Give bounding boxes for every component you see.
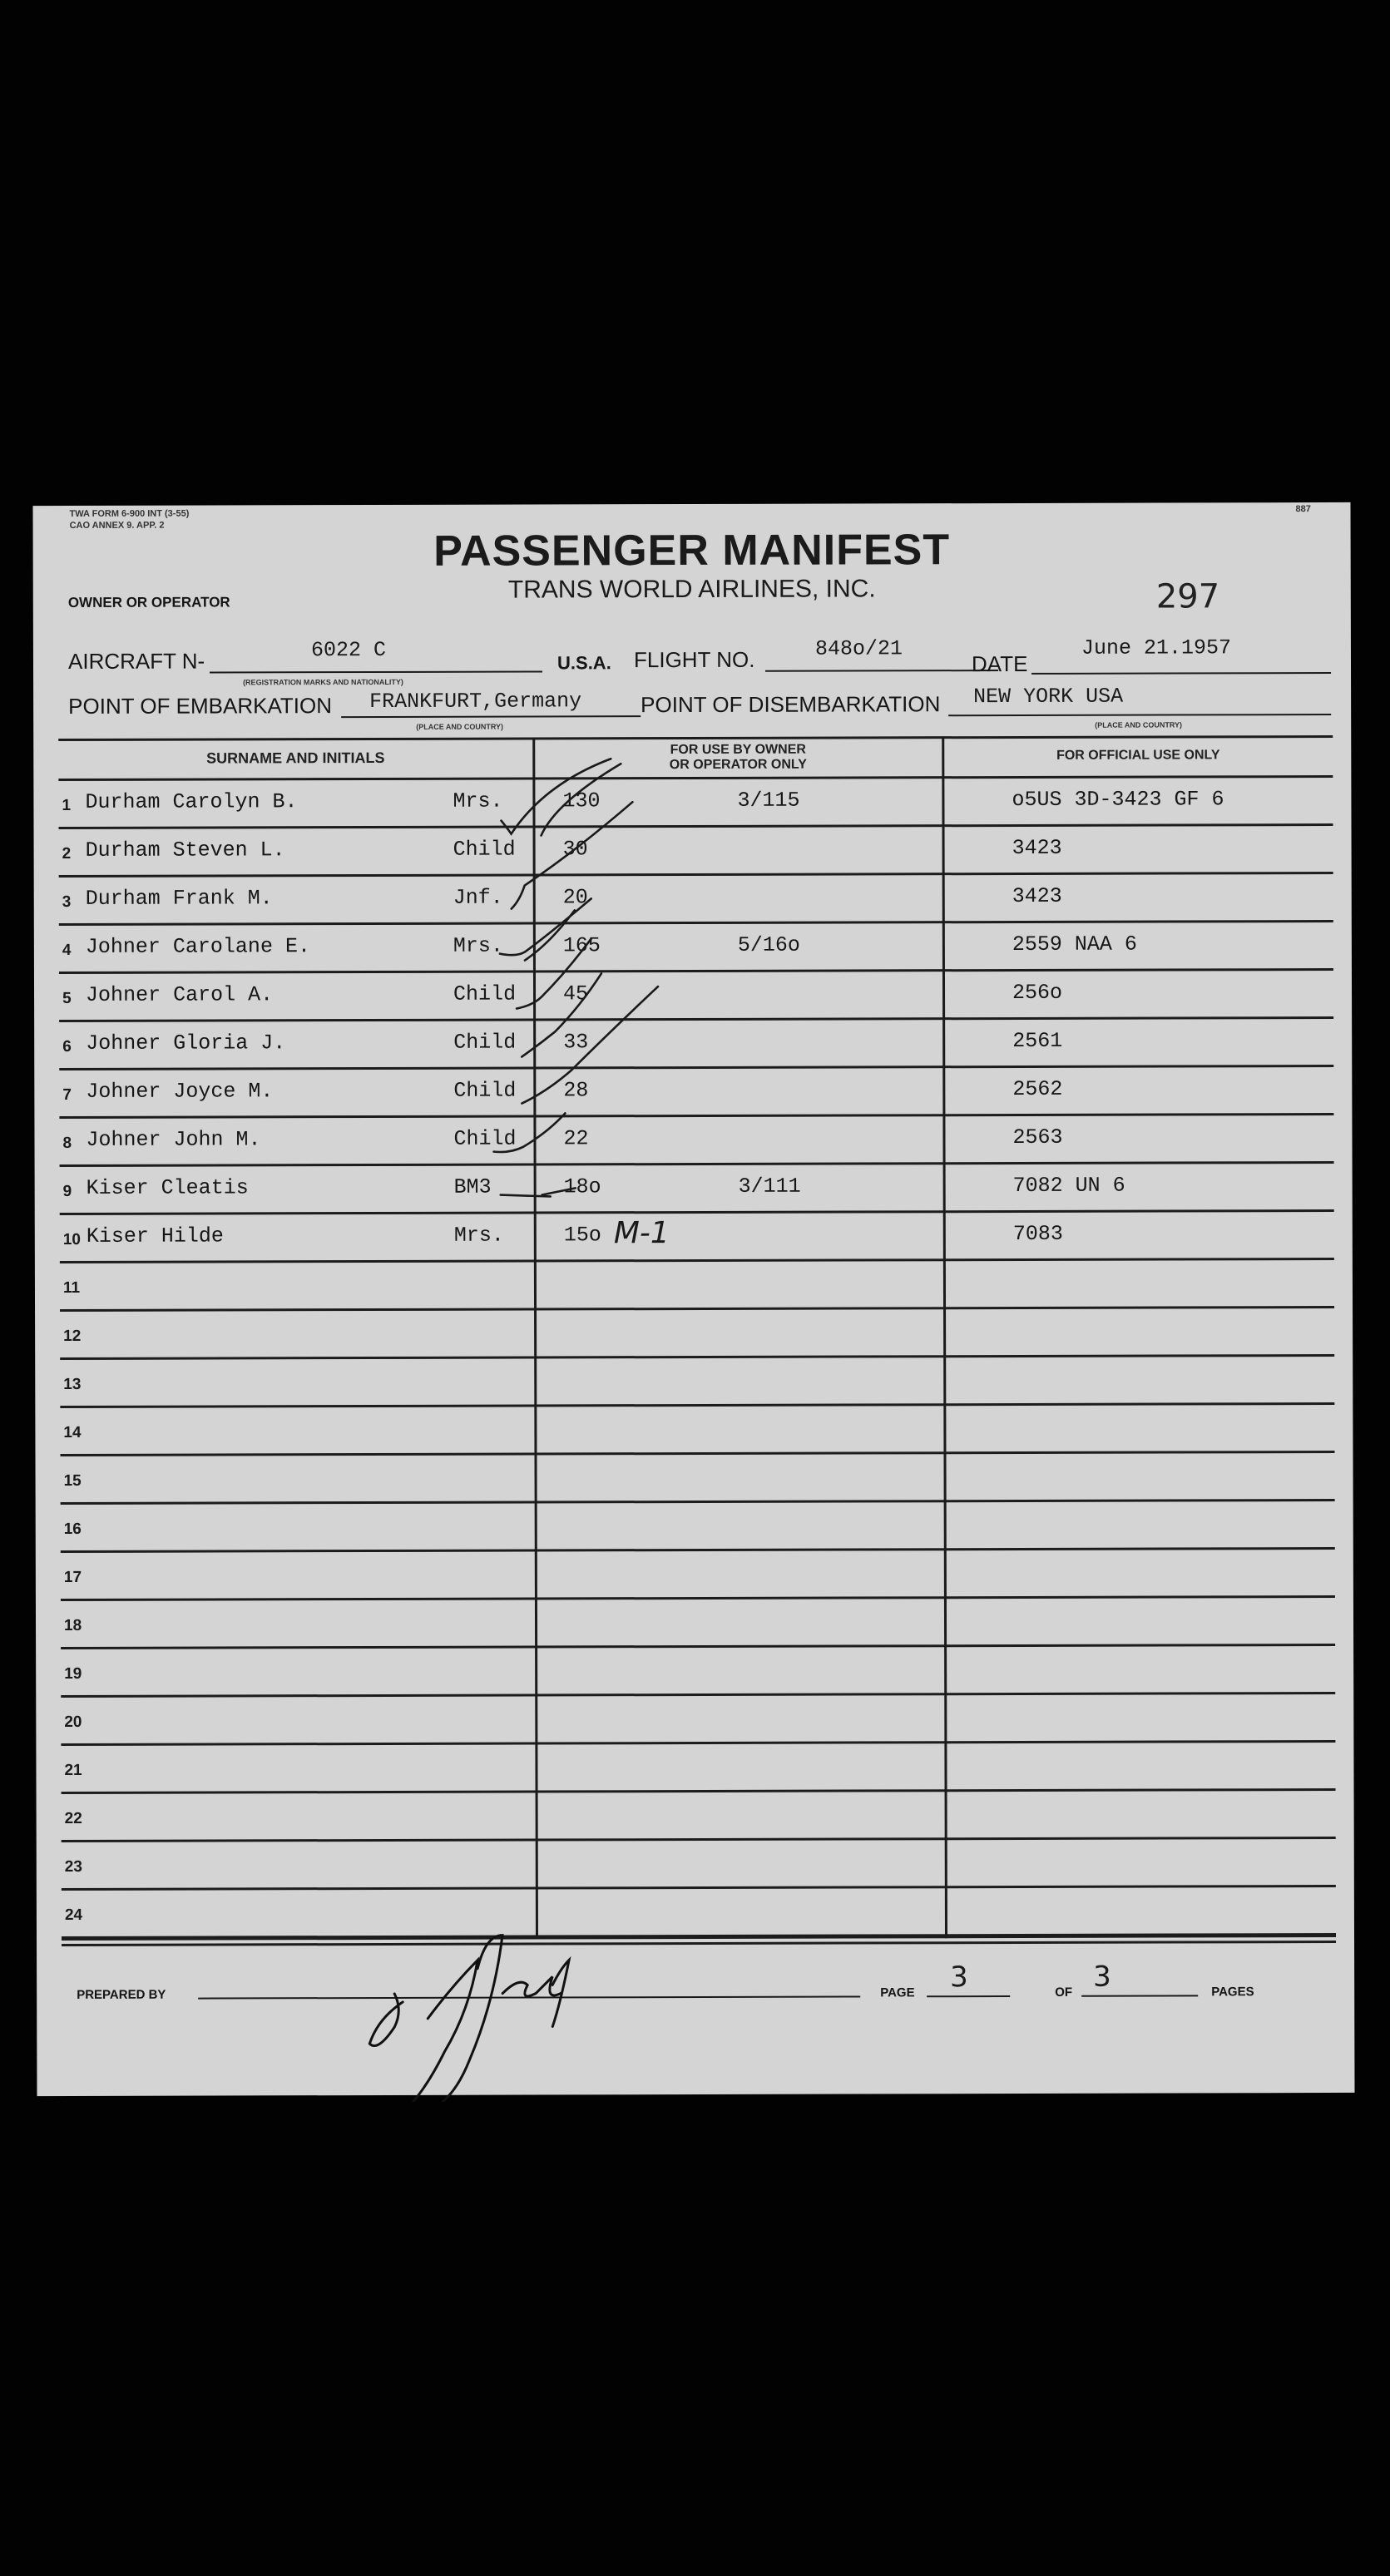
row-number: 8 [62, 1134, 72, 1152]
passenger-weight: 45 [563, 981, 589, 1006]
official-use: 2561 [1012, 1028, 1063, 1053]
passenger-title: Child [453, 1078, 517, 1103]
row-number: 2 [62, 844, 72, 863]
row-number: 1 [62, 796, 72, 814]
official-use: 2559 NAA 6 [1012, 932, 1137, 957]
header-owner-line2: OR OPERATOR ONLY [669, 757, 807, 773]
row-number: 17 [63, 1568, 82, 1586]
row-number: 4 [62, 941, 72, 959]
page-title: PASSENGER MANIFEST [433, 526, 951, 576]
place-note-disembark: (PLACE AND COUNTRY) [1095, 720, 1183, 729]
official-use: 2562 [1012, 1076, 1063, 1101]
passenger-title: Jnf. [453, 885, 503, 910]
passenger-name: Durham Carolyn B. [85, 789, 298, 814]
row-number: 20 [64, 1713, 82, 1731]
row-number: 10 [62, 1230, 81, 1248]
passenger-name: Johner John M. [86, 1127, 261, 1152]
official-use: 7083 [1012, 1221, 1063, 1246]
manifest-document [32, 502, 1354, 2096]
disembarkation-value: NEW YORK USA [973, 684, 1124, 710]
handwritten-annotation: M-1 [613, 1216, 670, 1251]
airline-name: TRANS WORLD AIRLINES, INC. [507, 575, 876, 604]
passenger-weight: 28 [563, 1078, 589, 1103]
baggage-count: 5/16o [737, 932, 800, 957]
pages-label: PAGES [1211, 1985, 1254, 2000]
passenger-weight: 165 [562, 933, 601, 958]
passenger-weight: 18o [563, 1174, 601, 1199]
aircraft-label: AIRCRAFT N- [67, 648, 205, 674]
row-number: 22 [64, 1809, 82, 1827]
flight-no-label: FLIGHT NO. [633, 646, 755, 673]
row-number: 9 [62, 1182, 72, 1200]
passenger-title: Child [453, 981, 517, 1006]
place-note-embark: (PLACE AND COUNTRY) [416, 722, 504, 731]
official-use: 3423 [1012, 835, 1062, 860]
passenger-weight: 30 [562, 837, 588, 862]
passenger-weight: 22 [563, 1126, 589, 1151]
row-number: 14 [63, 1423, 82, 1441]
row-number: 24 [64, 1906, 83, 1924]
passenger-name: Kiser Hilde [86, 1224, 224, 1248]
owner-operator-label: OWNER OR OPERATOR [67, 594, 230, 611]
row-number: 13 [63, 1375, 82, 1393]
flight-no-value: 848o/21 [814, 636, 903, 661]
row-number: 23 [64, 1857, 82, 1876]
official-use: 7082 UN 6 [1012, 1173, 1125, 1198]
date-label: DATE [971, 650, 1028, 677]
passenger-weight: 15o [563, 1223, 601, 1248]
row-number: 16 [63, 1520, 82, 1538]
row-number: 12 [63, 1327, 82, 1345]
aircraft-value: 6022 C [310, 637, 387, 663]
disembarkation-label: POINT OF DISEMBARKATION [641, 691, 941, 718]
official-use: 3423 [1012, 883, 1062, 908]
official-use: 256o [1012, 980, 1063, 1005]
page-value: 3 [950, 1960, 968, 1995]
baggage-count: 3/115 [737, 788, 800, 813]
page-label: PAGE [880, 1985, 915, 2000]
passenger-title: Mrs. [453, 1223, 504, 1248]
row-number: 11 [62, 1278, 81, 1297]
handwritten-checkmarks [32, 502, 1354, 2096]
of-line [1081, 1995, 1198, 1996]
row-number: 15 [63, 1471, 82, 1490]
passenger-weight: 33 [563, 1030, 589, 1055]
row-number: 19 [64, 1664, 82, 1683]
passenger-name: Johner Carolane E. [85, 934, 310, 959]
passenger-name: Durham Steven L. [85, 838, 285, 863]
passenger-title: Mrs. [453, 933, 503, 958]
header-surname: SURNAME AND INITIALS [206, 749, 385, 767]
passenger-title: Child [453, 837, 516, 862]
baggage-count: 3/111 [738, 1174, 801, 1199]
passenger-name: Johner Gloria J. [86, 1031, 286, 1056]
row-number: 7 [62, 1085, 72, 1104]
header-owner-line1: FOR USE BY OWNER [670, 742, 806, 758]
row-number: 18 [63, 1616, 82, 1634]
passenger-name: Kiser Cleatis [86, 1175, 249, 1200]
row-number: 6 [62, 1037, 72, 1056]
passenger-title: Child [453, 1126, 517, 1151]
page-line [927, 1995, 1010, 1997]
passenger-weight: 130 [562, 789, 601, 813]
official-use: o5US 3D-3423 GF 6 [1012, 787, 1224, 812]
passenger-weight: 20 [562, 885, 588, 910]
passenger-name: Durham Frank M. [85, 886, 273, 911]
form-code: TWA FORM 6-900 INT (3-55) [69, 508, 190, 519]
stamp-number: 297 [1155, 577, 1220, 616]
row-number: 21 [64, 1761, 82, 1779]
corner-code: 887 [1295, 504, 1311, 515]
row-number: 3 [62, 892, 72, 911]
of-label: OF [1055, 1985, 1073, 2000]
passenger-title: Child [453, 1030, 517, 1055]
signature [353, 1918, 670, 2102]
passenger-title: BM3 [453, 1174, 492, 1199]
passenger-title: Mrs. [453, 789, 503, 813]
prepared-by-label: PREPARED BY [77, 1987, 166, 2002]
embarkation-value: FRANKFURT,Germany [369, 689, 582, 714]
of-value: 3 [1093, 1960, 1111, 1994]
row-number: 5 [62, 989, 72, 1007]
usa-label: U.S.A. [556, 652, 611, 674]
date-value: June 21.1957 [1081, 635, 1232, 660]
form-annex: CAO ANNEX 9. APP. 2 [69, 520, 165, 531]
passenger-name: Johner Carol A. [86, 982, 274, 1007]
registration-note: (REGISTRATION MARKS AND NATIONALITY) [243, 677, 403, 687]
header-official: FOR OFFICIAL USE ONLY [1056, 748, 1220, 763]
official-use: 2563 [1012, 1125, 1063, 1150]
passenger-name: Johner Joyce M. [86, 1079, 274, 1104]
embarkation-label: POINT OF EMBARKATION [68, 693, 333, 719]
